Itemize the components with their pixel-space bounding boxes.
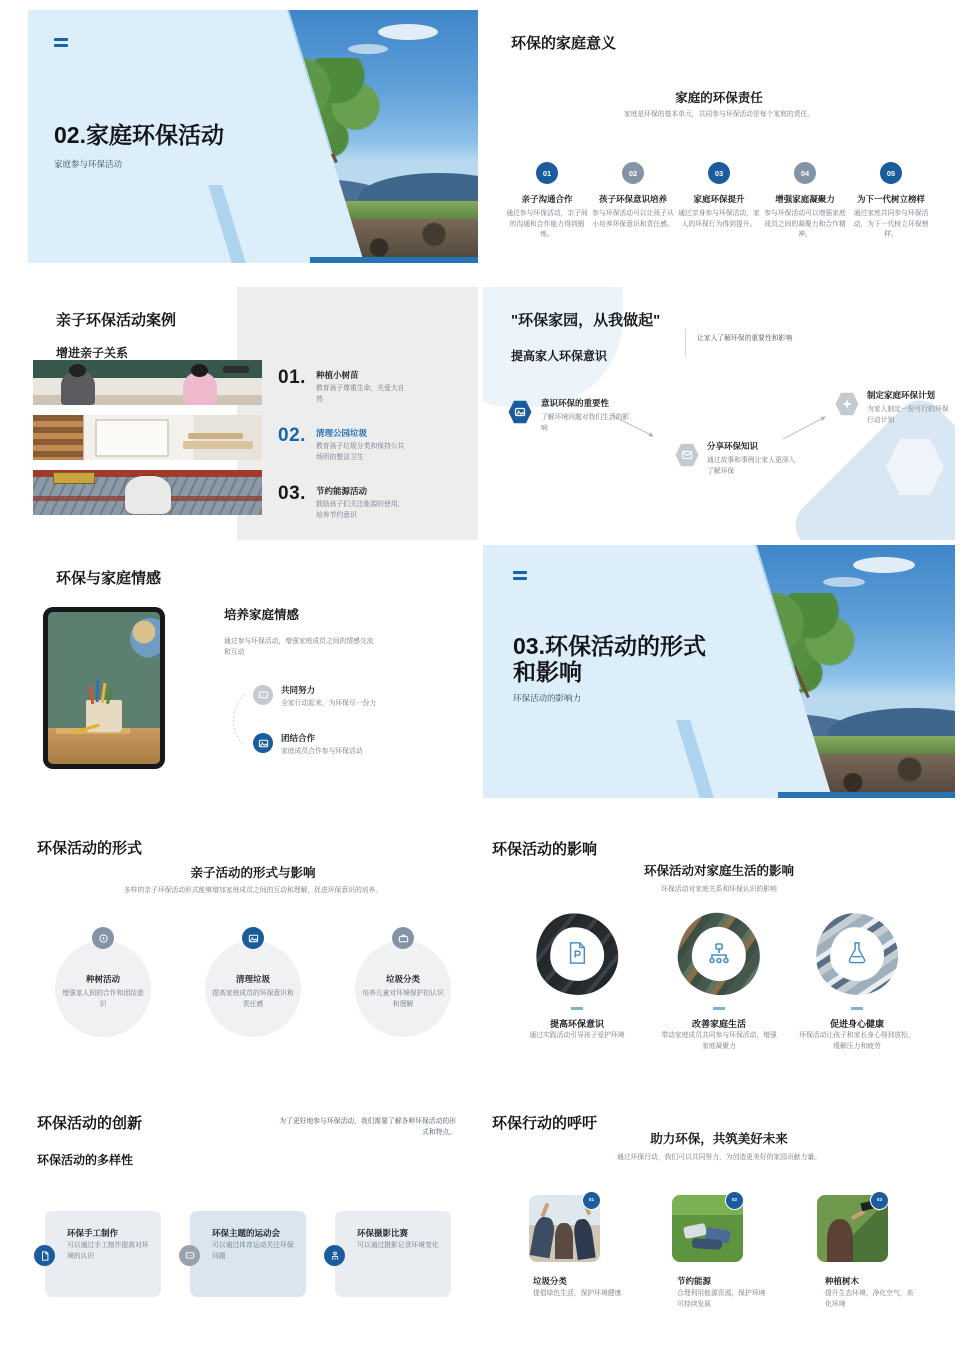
section-subtitle: 通过环保行动，我们可以共同努力，为创造更美好的家园贡献力量。 [617, 1154, 821, 1161]
impact-title: 提高环保意识 [549, 1019, 604, 1029]
photo-roof [33, 470, 262, 515]
section-title: 家庭的环保责任 [675, 91, 763, 105]
image-icon [242, 927, 264, 949]
node-title: 意识环保的重要性 [541, 398, 610, 408]
cta-title: 节约能源 [677, 1276, 712, 1286]
case-desc: 教育孩子尊重生命，关爱大自然 [316, 385, 405, 403]
step-column [505, 162, 589, 241]
target-icon [92, 927, 114, 949]
slide-title: 环保行动的呼吁 [492, 1115, 598, 1132]
emotion-item-desc: 全家行动起来，为环保尽一份力 [281, 700, 377, 707]
step-number-badge: 05 [880, 162, 902, 184]
connector-curve [28, 545, 478, 798]
slide-header: 环保的家庭意义 [511, 35, 617, 52]
case-number: 03. [278, 483, 306, 504]
cover-title-line1: 03.环保活动的形式 [513, 633, 706, 659]
menu-icon [513, 571, 527, 583]
impact-dash [571, 1007, 583, 1010]
step-title: 增强家庭凝聚力 [775, 194, 835, 204]
briefcase-icon [392, 927, 414, 949]
card-desc: 可以通过体育运动关注环保问题 [212, 1242, 294, 1260]
cta-title: 垃圾分类 [533, 1276, 568, 1286]
impact-dash [713, 1007, 725, 1010]
slide-cover-03[interactable] [483, 545, 955, 798]
node-desc: 了解环境问题对我们生活的影响 [541, 414, 630, 432]
chat-icon [253, 685, 273, 705]
form-desc: 提高家庭成员的环保意识和责任感 [212, 990, 294, 1008]
slide-title: 环保活动的形式 [37, 840, 143, 857]
form-title: 垃圾分类 [385, 974, 420, 984]
cta-desc: 提倡绿色生活，保护环境健康 [533, 1290, 622, 1297]
form-desc: 培养儿童对环境保护的认识和理解 [362, 990, 444, 1008]
slide-title: 环保与家庭情感 [56, 570, 162, 587]
slide-subtitle: 提高家人环保意识 [511, 349, 608, 363]
photo-number-badge: 03 [870, 1191, 889, 1210]
cta-desc: 合理利用能源资源，保护环境可持续发展 [677, 1290, 766, 1308]
step-desc: 参与环保活动可以让孩子从小培养环保意识和责任感。 [592, 210, 674, 228]
step-number-badge: 01 [536, 162, 558, 184]
slide-activity-forms[interactable] [28, 823, 478, 1076]
slide-activity-cases[interactable] [28, 287, 478, 540]
slide-subtitle: 环保活动的多样性 [37, 1153, 134, 1167]
case-title: 种植小树苗 [316, 370, 359, 380]
slide-title: "环保家园，从我做起" [511, 312, 661, 329]
step-title: 家庭环保提升 [693, 194, 745, 204]
slide-title: 环保活动的创新 [37, 1115, 143, 1132]
case-desc: 教育孩子垃圾分类和保持公共场所的整洁卫生 [316, 443, 405, 461]
card-title: 环保手工制作 [67, 1228, 119, 1238]
node-title: 制定家庭环保计划 [867, 390, 936, 400]
slide-family-emotion[interactable] [28, 545, 478, 798]
section-subtitle: 多样的亲子环保活动形式能够增加家庭成员之间的互动和理解，促进环保意识的培养。 [123, 887, 383, 894]
section-heading: 环保活动对家庭生活的影响 [643, 864, 794, 878]
document-icon [34, 1245, 55, 1266]
photo-number-badge: 02 [725, 1191, 744, 1210]
slide-activity-impact[interactable] [483, 823, 955, 1076]
step-number-badge: 02 [622, 162, 644, 184]
card-desc: 可以通过摄影记录环境变化 [357, 1242, 439, 1249]
section-subtitle: 家庭是环保的基本单元，共同参与环保活动是每个家庭的责任。 [623, 111, 815, 118]
step-column [591, 162, 675, 230]
step-desc: 通过亲身参与环保活动，家人的环保行为得到提升。 [678, 210, 760, 228]
impact-desc: 通过实践活动引导孩子爱护环境 [529, 1032, 625, 1039]
node-desc: 为家人制定一份可行的环保行动计划 [867, 406, 949, 424]
emotion-item-title: 共同努力 [281, 685, 316, 695]
innovation-card [335, 1211, 451, 1297]
slide-title: 亲子环保活动案例 [56, 312, 177, 329]
slide-cover-02[interactable] [28, 10, 478, 263]
case-desc: 鼓励孩子们关注能源的使用，培养节约意识 [316, 501, 405, 519]
step-desc: 通过参与环保活动，亲子间的沟通和合作能力得到锻炼。 [506, 210, 588, 239]
step-title: 孩子环保意识培养 [598, 194, 667, 204]
annotation-text: 让家人了解环保的重要性和影响 [697, 335, 793, 342]
impact-dash [851, 1007, 863, 1010]
step-title: 为下一代树立榜样 [856, 194, 925, 204]
step-column [677, 162, 761, 230]
section-subtitle: 环保活动对家庭关系和环保认识的影响 [661, 886, 777, 893]
cover-subtitle: 家庭参与环保活动 [54, 159, 123, 169]
impact-desc: 带动家庭成员共同参与环保活动，增强家庭凝聚力 [661, 1032, 777, 1050]
bottom-accent-bar [310, 257, 478, 263]
case-title: 节约能源活动 [316, 486, 368, 496]
step-column [763, 162, 847, 241]
section-heading: 助力环保，共筑美好未来 [650, 1132, 788, 1146]
case-title: 清理公园垃圾 [316, 428, 368, 438]
bottom-accent-bar [778, 792, 955, 798]
form-title: 清理垃圾 [235, 974, 270, 984]
photo-classroom [33, 360, 262, 405]
slide-awareness-flow[interactable] [483, 287, 955, 540]
impact-desc: 环保活动让孩子和家长身心得到放松，缓解压力和疲劳 [799, 1032, 915, 1050]
menu-icon [54, 38, 68, 50]
slide-call-to-action[interactable] [483, 1099, 955, 1352]
case-number: 01. [278, 367, 306, 388]
slide-title: 环保活动的影响 [492, 841, 598, 858]
card-desc: 可以通过手工制作提高对环境的认识 [67, 1242, 149, 1260]
org-chart-icon [707, 942, 731, 966]
chat-icon [179, 1245, 200, 1266]
cover-title: 02.家庭环保活动 [54, 122, 224, 148]
cover-title-line2: 和影响 [513, 659, 582, 686]
slide-activity-innovation[interactable] [28, 1099, 478, 1352]
step-title: 亲子沟通合作 [521, 194, 573, 204]
form-desc: 增强家人间的合作和团结意识 [62, 990, 144, 1008]
emotion-item-title: 团结合作 [281, 733, 316, 743]
step-number-badge: 03 [708, 162, 730, 184]
photo-library [33, 415, 262, 460]
photo-number-badge: 01 [582, 1191, 601, 1210]
form-title: 种树活动 [85, 974, 120, 984]
cta-title: 种植树木 [825, 1276, 860, 1286]
org-chart-icon [324, 1245, 345, 1266]
impact-title: 促进身心健康 [829, 1019, 884, 1029]
cover-subtitle: 环保活动的影响力 [513, 693, 582, 703]
case-number: 02. [278, 425, 306, 446]
slide-family-meaning[interactable] [483, 10, 955, 263]
cta-desc: 提升生态环境，净化空气，美化环境 [825, 1290, 914, 1308]
section-paragraph: 通过参与环保活动，增强家庭成员之间的情感交流和互动 [224, 638, 374, 656]
step-desc: 参与环保活动可以增强家庭成员之间的凝聚力和合作精神。 [764, 210, 846, 239]
image-icon [253, 733, 273, 753]
section-heading: 培养家庭情感 [224, 608, 300, 622]
impact-title: 改善家庭生活 [691, 1019, 746, 1029]
step-column [849, 162, 933, 241]
side-note: 为了更好地参与环保活动，我们需要了解各种环保活动的形式和特点。 [279, 1118, 456, 1136]
document-icon [566, 941, 588, 965]
step-number-badge: 04 [794, 162, 816, 184]
node-title: 分享环保知识 [707, 441, 759, 451]
section-heading: 亲子活动的形式与影响 [190, 866, 316, 880]
emotion-item-desc: 家庭成员合作参与环保活动 [281, 748, 363, 755]
card-title: 环保摄影比赛 [357, 1228, 409, 1238]
step-desc: 通过家庭共同参与环保活动，为下一代树立环保榜样。 [853, 210, 929, 239]
flask-icon [846, 941, 868, 965]
slide-subtitle: 增进亲子关系 [56, 346, 129, 360]
node-desc: 通过故事和事例让家人更深入了解环保 [707, 457, 796, 475]
card-title: 环保主题的运动会 [212, 1228, 281, 1238]
